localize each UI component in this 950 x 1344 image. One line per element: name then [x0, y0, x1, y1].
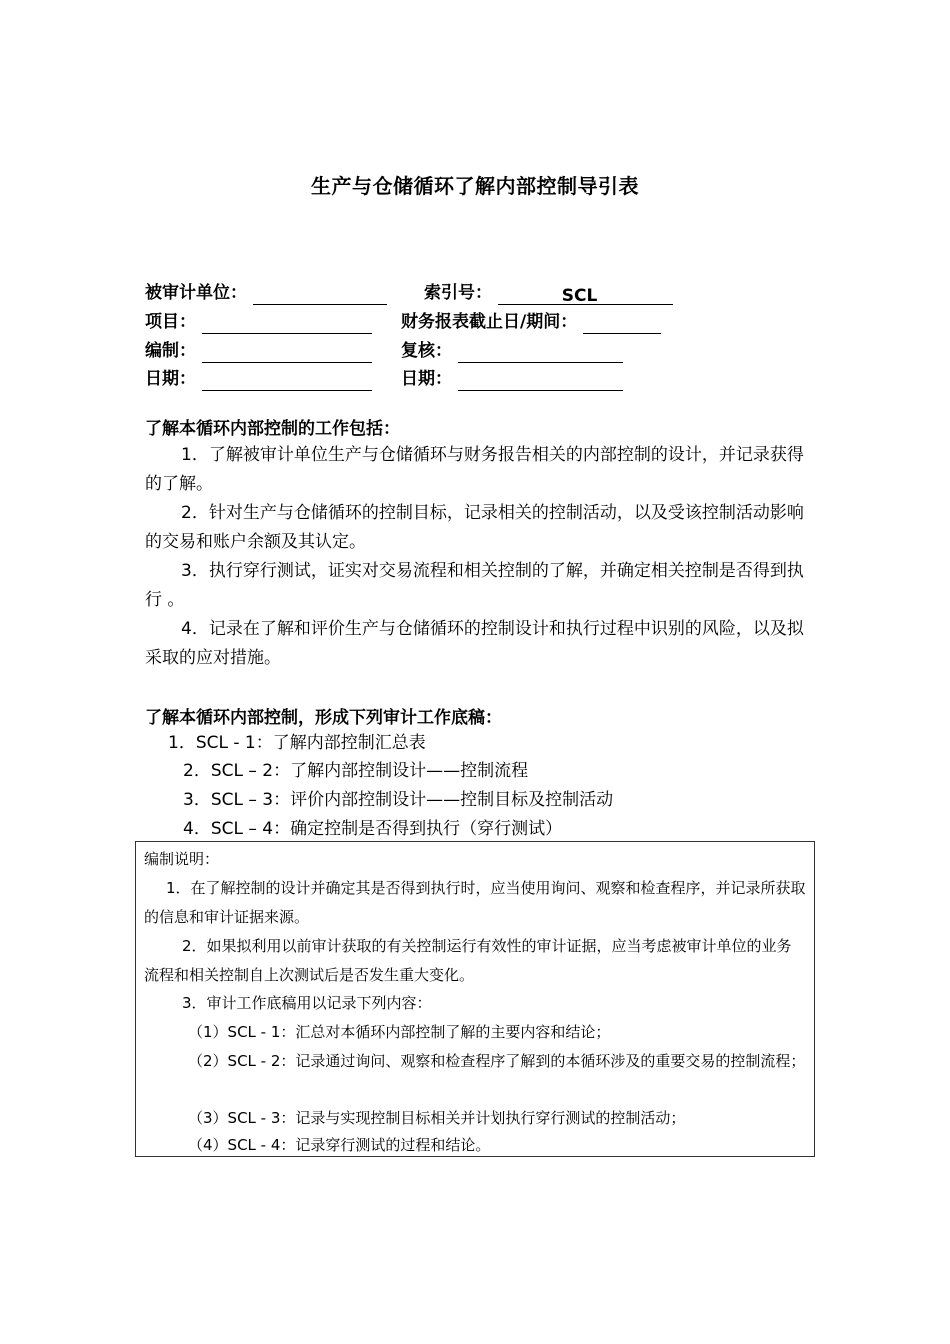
note-item-3: 3．审计工作底稿用以记录下列内容： [182, 994, 432, 1012]
work-item-4: 4．记录在了解和评价生产与仓储循环的控制设计和执行过程中识别的风险，以及拟采取的应对措施。 [145, 619, 804, 668]
index-label: 索引号： [424, 283, 492, 303]
work-item-1: 1．了解被审计单位生产与仓储循环与财务报告相关的内部控制的设计，并记录获得的了解。 [145, 445, 804, 494]
papers-section-heading: 了解本循环内部控制，形成下列审计工作底稿： [145, 708, 502, 728]
date2-label: 日期： [401, 369, 452, 389]
paper-item-4: 4．SCL – 4：确定控制是否得到执行（穿行测试） [183, 819, 563, 839]
paper-item-2: 2．SCL – 2：了解内部控制设计——控制流程 [183, 761, 529, 781]
prepared-field[interactable] [202, 342, 372, 363]
date2-field[interactable] [458, 370, 623, 391]
notes-box [135, 841, 815, 1157]
note-sub-3: （3）SCL - 3：记录与实现控制目标相关并计划执行穿行测试的控制活动； [188, 1109, 686, 1127]
date-label: 日期： [145, 369, 196, 389]
date-field[interactable] [202, 370, 372, 391]
period-label: 财务报表截止日/期间： [401, 312, 578, 332]
review-label: 复核： [401, 341, 452, 361]
project-field[interactable] [202, 313, 372, 334]
index-value: SCL [561, 286, 598, 306]
auditee-field[interactable] [253, 284, 387, 305]
work-item-3: 3．执行穿行测试，证实对交易流程和相关控制的了解，并确定相关控制是否得到执行 。 [145, 561, 804, 610]
note-item-1: 1．在了解控制的设计并确定其是否得到执行时，应当使用询问、观察和检查程序，并记录所获取的信息和审计证据来源。 [144, 879, 806, 926]
note-sub-4: （4）SCL - 4：记录穿行测试的过程和结论。 [188, 1136, 491, 1154]
paper-item-3: 3．SCL – 3：评价内部控制设计——控制目标及控制活动 [183, 790, 614, 810]
paper-item-1: 1．SCL - 1：了解内部控制汇总表 [168, 733, 426, 753]
page-title: 生产与仓储循环了解内部控制导引表 [311, 174, 639, 198]
period-field[interactable] [583, 313, 661, 334]
index-field[interactable] [498, 284, 673, 305]
work-item-2: 2．针对生产与仓储循环的控制目标，记录相关的控制活动，以及受该控制活动影响的交易和账户余额及其认定。 [145, 503, 804, 552]
note-sub-1: （1）SCL - 1：汇总对本循环内部控制了解的主要内容和结论； [188, 1023, 611, 1041]
work-section-heading: 了解本循环内部控制的工作包括： [145, 419, 400, 439]
note-item-2: 2．如果拟利用以前审计获取的有关控制运行有效性的审计证据，应当考虑被审计单位的业务流程和相关控制自上次测试后是否发生重大变化。 [144, 937, 792, 984]
project-label: 项目： [145, 312, 196, 332]
prepared-label: 编制： [145, 341, 196, 361]
note-sub-2: （2）SCL - 2：记录通过询问、观察和检查程序了解到的本循环涉及的重要交易的控制流程； [188, 1052, 806, 1070]
auditee-label: 被审计单位： [145, 283, 247, 303]
review-field[interactable] [458, 342, 623, 363]
notes-heading: 编制说明： [144, 850, 220, 868]
